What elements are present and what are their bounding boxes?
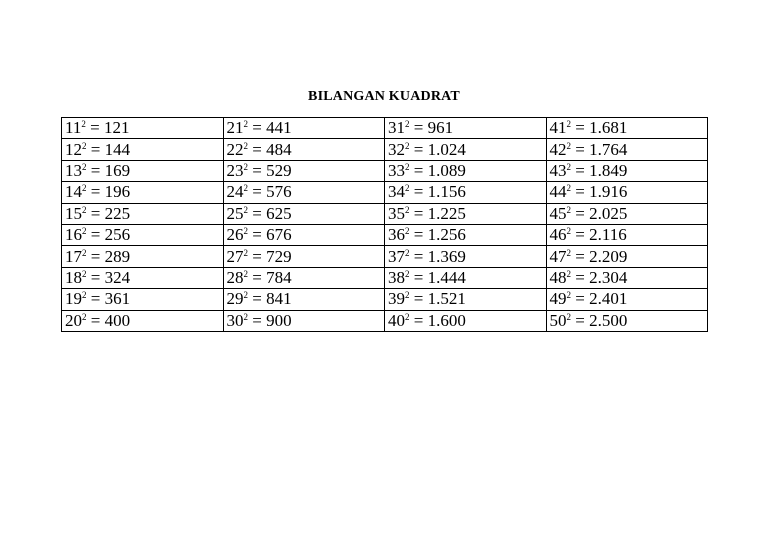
square-equation [550, 311, 628, 330]
table-row [62, 310, 708, 331]
table-cell [385, 289, 547, 310]
table-row [62, 139, 708, 160]
table-cell [385, 139, 547, 160]
equation-base: 28 [226, 267, 244, 287]
equation-base: 44 [549, 182, 567, 202]
square-equation [227, 289, 292, 308]
equation-result: = 2.500 [571, 310, 628, 330]
equation-result: = 324 [86, 267, 131, 287]
equation-base: 39 [388, 289, 405, 309]
square-equation [388, 161, 466, 180]
equation-base: 37 [388, 246, 405, 266]
equation-exponent: 2 [405, 268, 410, 279]
square-equation [227, 204, 292, 223]
equation-exponent: 2 [243, 290, 248, 301]
table-cell [62, 267, 224, 288]
table-cell [546, 289, 708, 310]
equation-result: = 169 [86, 160, 131, 180]
equation-result: = 144 [86, 139, 131, 159]
equation-base: 13 [65, 160, 82, 180]
equation-result: = 256 [86, 225, 131, 245]
table-row [62, 289, 708, 310]
square-equation [65, 118, 129, 137]
square-equation [550, 204, 628, 223]
table-cell [546, 182, 708, 203]
equation-result: = 484 [248, 139, 292, 159]
square-equation [388, 204, 466, 223]
square-equation [550, 182, 628, 201]
table-row [62, 224, 708, 245]
equation-result: = 576 [248, 182, 292, 202]
equation-exponent: 2 [82, 204, 87, 215]
equation-base: 17 [65, 246, 82, 266]
equation-base: 43 [549, 160, 567, 180]
equation-base: 41 [549, 118, 567, 138]
equation-exponent: 2 [243, 311, 248, 322]
square-equation [227, 140, 292, 159]
equation-base: 38 [388, 267, 405, 287]
equation-exponent: 2 [405, 247, 410, 258]
table-cell [223, 182, 385, 203]
equation-exponent: 2 [82, 226, 87, 237]
square-equation [388, 140, 466, 159]
equation-base: 20 [65, 310, 82, 330]
equation-exponent: 2 [82, 140, 87, 151]
table-cell [223, 246, 385, 267]
table-cell [546, 203, 708, 224]
square-equation [65, 247, 130, 266]
table-row [62, 203, 708, 224]
equation-base: 14 [65, 182, 82, 202]
equation-result: = 1.444 [409, 267, 466, 287]
equation-exponent: 2 [566, 311, 571, 322]
square-equation [65, 311, 130, 330]
equation-result: = 625 [248, 203, 292, 223]
equation-exponent: 2 [243, 204, 248, 215]
equation-base: 32 [388, 139, 405, 159]
equation-result: = 784 [248, 267, 292, 287]
square-equation [388, 311, 466, 330]
table-cell [223, 118, 385, 139]
equation-exponent: 2 [82, 311, 87, 322]
table-cell [546, 118, 708, 139]
equation-exponent: 2 [243, 161, 248, 172]
equation-base: 40 [388, 310, 405, 330]
equation-base: 33 [388, 160, 405, 180]
table-cell [223, 203, 385, 224]
equation-result: = 529 [248, 160, 292, 180]
table-cell [62, 118, 224, 139]
equation-exponent: 2 [82, 290, 87, 301]
equation-exponent: 2 [566, 226, 571, 237]
table-row [62, 118, 708, 139]
equation-result: = 400 [86, 310, 131, 330]
equation-result: = 2.401 [571, 289, 628, 309]
table-cell [385, 160, 547, 181]
square-equation [388, 247, 466, 266]
equation-exponent: 2 [566, 290, 571, 301]
equation-exponent: 2 [243, 268, 248, 279]
equation-exponent: 2 [243, 119, 248, 130]
equation-exponent: 2 [243, 140, 248, 151]
equation-base: 24 [226, 182, 244, 202]
page-title: BILANGAN KUADRAT [308, 89, 460, 104]
table-cell [62, 139, 224, 160]
table-cell [546, 160, 708, 181]
equation-result: = 1.089 [409, 160, 466, 180]
equation-base: 21 [226, 118, 244, 138]
square-equation [227, 182, 292, 201]
table-cell [385, 267, 547, 288]
equation-base: 30 [226, 310, 244, 330]
table-cell [546, 139, 708, 160]
square-equation [65, 289, 130, 308]
equation-base: 50 [549, 310, 567, 330]
equation-exponent: 2 [243, 247, 248, 258]
equation-exponent: 2 [82, 161, 87, 172]
square-equation [550, 140, 628, 159]
table-cell [62, 182, 224, 203]
equation-result: = 900 [248, 310, 292, 330]
square-equation [65, 225, 130, 244]
equation-result: = 2.116 [571, 225, 627, 245]
equation-base: 49 [549, 289, 567, 309]
equation-exponent: 2 [81, 119, 86, 130]
square-equation [227, 225, 292, 244]
equation-result: = 441 [248, 118, 292, 138]
equation-base: 36 [388, 225, 405, 245]
square-equation [65, 182, 130, 201]
square-equation [65, 204, 130, 223]
equation-exponent: 2 [405, 226, 410, 237]
table-cell [62, 246, 224, 267]
equation-base: 16 [65, 225, 82, 245]
equation-exponent: 2 [566, 204, 571, 215]
table-cell [62, 224, 224, 245]
square-equation [227, 118, 292, 137]
equation-result: = 961 [409, 118, 454, 138]
table-cell [62, 203, 224, 224]
equation-base: 11 [65, 118, 82, 138]
equation-exponent: 2 [405, 140, 410, 151]
equation-result: = 1.225 [409, 203, 466, 223]
equation-exponent: 2 [566, 247, 571, 258]
equation-result: = 1.764 [571, 139, 628, 159]
equation-exponent: 2 [405, 161, 410, 172]
equation-base: 35 [388, 203, 405, 223]
table-cell [385, 246, 547, 267]
equation-exponent: 2 [405, 311, 410, 322]
square-equation [65, 268, 130, 287]
table-row [62, 182, 708, 203]
square-equation [550, 225, 627, 244]
table-cell [62, 289, 224, 310]
square-equation [388, 225, 466, 244]
equation-base: 23 [226, 160, 244, 180]
equation-result: = 361 [86, 289, 131, 309]
table-cell [223, 160, 385, 181]
table-row [62, 246, 708, 267]
equation-exponent: 2 [82, 268, 87, 279]
equation-result: = 1.256 [409, 225, 466, 245]
square-equation [65, 161, 130, 180]
equation-result: = 2.025 [571, 203, 628, 223]
table-cell [546, 224, 708, 245]
equation-result: = 1.600 [409, 310, 466, 330]
equation-result: = 729 [248, 246, 292, 266]
equation-result: = 2.304 [571, 267, 628, 287]
table-cell [223, 310, 385, 331]
table-cell [223, 224, 385, 245]
square-equation [550, 247, 628, 266]
equation-exponent: 2 [566, 161, 571, 172]
equation-exponent: 2 [405, 290, 410, 301]
equation-base: 42 [549, 139, 567, 159]
equation-exponent: 2 [566, 183, 571, 194]
equation-exponent: 2 [566, 140, 571, 151]
equation-result: = 2.209 [571, 246, 628, 266]
square-equation [550, 289, 628, 308]
equation-result: = 121 [85, 118, 130, 138]
equation-result: = 676 [248, 225, 292, 245]
table-row [62, 267, 708, 288]
equation-exponent: 2 [82, 247, 87, 258]
square-equation [388, 268, 466, 287]
equation-exponent: 2 [405, 204, 410, 215]
table-cell [385, 203, 547, 224]
equation-exponent: 2 [566, 268, 571, 279]
square-equation [227, 247, 292, 266]
equation-base: 47 [549, 246, 567, 266]
equation-base: 29 [226, 289, 244, 309]
table-cell [385, 224, 547, 245]
square-equation [65, 140, 130, 159]
table-cell [62, 310, 224, 331]
table-cell [385, 182, 547, 203]
equation-base: 27 [226, 246, 244, 266]
equation-result: = 1.916 [571, 182, 628, 202]
equation-base: 18 [65, 267, 82, 287]
equation-exponent: 2 [243, 226, 248, 237]
equation-base: 34 [388, 182, 405, 202]
equation-base: 31 [388, 118, 405, 138]
table-cell [546, 310, 708, 331]
table-cell [385, 310, 547, 331]
table-row [62, 160, 708, 181]
table-cell [223, 267, 385, 288]
square-equation [388, 182, 466, 201]
equation-exponent: 2 [243, 183, 248, 194]
squares-table [61, 117, 708, 332]
square-equation [550, 118, 628, 137]
square-equation [550, 268, 628, 287]
equation-result: = 1.369 [409, 246, 466, 266]
equation-exponent: 2 [405, 119, 410, 130]
table-cell [223, 139, 385, 160]
squares-table-body [62, 118, 708, 332]
equation-base: 48 [549, 267, 567, 287]
equation-exponent: 2 [405, 183, 410, 194]
square-equation [227, 311, 292, 330]
equation-result: = 225 [86, 203, 131, 223]
equation-base: 26 [226, 225, 244, 245]
equation-base: 22 [226, 139, 244, 159]
equation-result: = 1.681 [571, 118, 628, 138]
square-equation [388, 289, 466, 308]
equation-base: 15 [65, 203, 82, 223]
equation-result: = 841 [248, 289, 292, 309]
equation-result: = 1.849 [571, 160, 628, 180]
equation-base: 46 [549, 225, 567, 245]
equation-result: = 289 [86, 246, 131, 266]
square-equation [388, 118, 453, 137]
table-cell [223, 289, 385, 310]
equation-base: 25 [226, 203, 244, 223]
square-equation [550, 161, 628, 180]
equation-result: = 1.156 [409, 182, 466, 202]
equation-exponent: 2 [82, 183, 87, 194]
square-equation [227, 161, 292, 180]
square-equation [227, 268, 292, 287]
table-cell [385, 118, 547, 139]
equation-base: 45 [549, 203, 567, 223]
table-cell [546, 267, 708, 288]
equation-base: 19 [65, 289, 82, 309]
equation-result: = 196 [86, 182, 131, 202]
table-cell [62, 160, 224, 181]
equation-result: = 1.024 [409, 139, 466, 159]
equation-result: = 1.521 [409, 289, 466, 309]
table-cell [546, 246, 708, 267]
equation-base: 12 [65, 139, 82, 159]
equation-exponent: 2 [566, 119, 571, 130]
